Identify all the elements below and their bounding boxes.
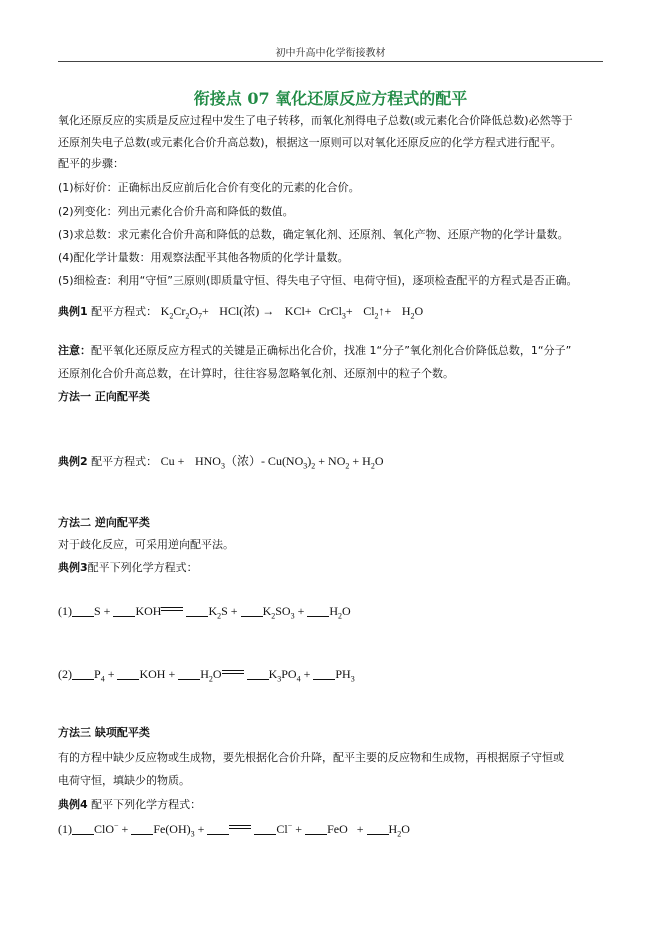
- formula-cu: Cu +: [160, 454, 185, 468]
- formula-k2cr2o7: $K_2Cr_2O_7+$: [160, 304, 209, 321]
- example-2-prompt: 配平方程式：: [91, 455, 158, 468]
- step-1: (1)标好价：正确标出反应前后化合价有变化的元素的化合价。: [58, 181, 360, 194]
- example-4-eq-1: (1) $ClO^- + Fe(OH)_3 + Cl^-$ + FeO + $H_2O$: [58, 821, 410, 839]
- formula-hno3-reaction: $HNO_3$（浓）- $Cu(NO_3)_2 + NO_2 + H_2O$: [194, 454, 384, 471]
- formula-h2o: $H_2O$: [401, 304, 424, 321]
- steps-heading: 配平的步骤：: [58, 157, 124, 170]
- formula-crcl3: CrCl$_3$+: [318, 304, 353, 321]
- answer-blank[interactable]: [367, 823, 389, 835]
- formula-kcl: KCl+: [284, 304, 312, 318]
- example-3-eq-1: (1) S + KOH $K_2S + K_2SO_3 + H_2O$: [58, 604, 351, 621]
- answer-blank[interactable]: [72, 605, 94, 617]
- example-2-label: 典例2: [58, 455, 88, 468]
- answer-blank[interactable]: [186, 605, 208, 617]
- example-4: [58, 797, 201, 813]
- intro-line-1: 氧化还原反应的实质是反应过程中发生了电子转移，而氧化剂得电子总数(或元素化合价降低总数)必然等于: [58, 114, 573, 127]
- answer-blank[interactable]: [72, 668, 94, 680]
- answer-blank[interactable]: [178, 668, 200, 680]
- header-divider: [58, 61, 603, 62]
- answer-blank[interactable]: [72, 823, 94, 835]
- equals-sign-icon: [161, 606, 183, 614]
- equals-sign-icon: [222, 669, 244, 677]
- answer-blank[interactable]: [131, 823, 153, 835]
- step-2: (2)列变化：列出元素化合价升高和降低的数值。: [58, 205, 294, 218]
- step-3: (3)求总数：求元素化合价升高和降低的总数，确定氧化剂、还原剂、氧化产物、还原产物的化学计量数。: [58, 228, 569, 241]
- example-1-label: 典例1: [58, 305, 88, 318]
- answer-blank[interactable]: [241, 605, 263, 617]
- step-4: (4)配化学计量数：用观察法配平其他各物质的化学计量数。: [58, 251, 349, 264]
- method-2-heading: 方法二 逆向配平类: [58, 516, 150, 529]
- answer-blank[interactable]: [254, 823, 276, 835]
- note-label: 注意：: [58, 344, 91, 357]
- intro-line-2: 还原剂失电子总数(或元素化合价升高总数)，根据这一原则可以对氧化还原反应的化学方程式进行配平。: [58, 136, 562, 149]
- answer-blank[interactable]: [313, 668, 335, 680]
- example-3-eq-2: (2) $P_4$ + KOH + $H_2O$ $K_3PO_4 + PH_3$: [58, 667, 355, 684]
- answer-blank[interactable]: [207, 823, 229, 835]
- answer-blank[interactable]: [117, 668, 139, 680]
- method-3-line-1: 有的方程中缺少反应物或生成物，要先根据化合价升降，配平主要的反应物和生成物，再根据原子守恒或: [58, 751, 564, 764]
- example-3-label: 典例3: [58, 561, 88, 574]
- example-2: [58, 453, 384, 470]
- example-4-label: 典例4: [58, 798, 88, 811]
- method-3-heading: 方法三 缺项配平类: [58, 726, 150, 739]
- example-1-prompt: 配平方程式：: [91, 305, 158, 318]
- answer-blank[interactable]: [113, 605, 135, 617]
- answer-blank[interactable]: [305, 823, 327, 835]
- note-line-2: 还原剂化合价升高总数，在计算时，往往容易忽略氧化剂、还原剂中的粒子个数。: [58, 367, 454, 380]
- formula-cl2: $Cl_2↑+$: [363, 304, 392, 321]
- equals-sign-icon: [229, 824, 251, 832]
- page-header: 初中升高中化学衔接教材: [275, 48, 386, 59]
- note-text-1: 配平氧化还原反应方程式的关键是正确标出化合价，找准 1“分子”氧化剂化合价降低总数，1“分子”: [91, 344, 572, 357]
- step-5: (5)细检查：利用“守恒”三原则(即质量守恒、得失电子守恒、电荷守恒)，逐项检查配平的方程式是否正确。: [58, 274, 578, 287]
- example-1: [58, 303, 423, 320]
- example-3: [58, 560, 198, 576]
- example-3-prompt: 配平下列化学方程式：: [87, 561, 198, 574]
- answer-blank[interactable]: [307, 605, 329, 617]
- page-title: 衔接点 07 氧化还原反应方程式的配平: [193, 89, 468, 108]
- method-2-desc: 对于歧化反应，可采用逆向配平法。: [58, 538, 234, 551]
- example-4-prompt: 配平下列化学方程式：: [91, 798, 202, 811]
- method-3-line-2: 电荷守恒，填缺少的物质。: [58, 774, 190, 787]
- answer-blank[interactable]: [247, 668, 269, 680]
- method-1-heading: 方法一 正向配平类: [58, 390, 150, 403]
- note-line-1: [58, 343, 571, 359]
- formula-hcl: HCl(浓) →: [219, 304, 275, 318]
